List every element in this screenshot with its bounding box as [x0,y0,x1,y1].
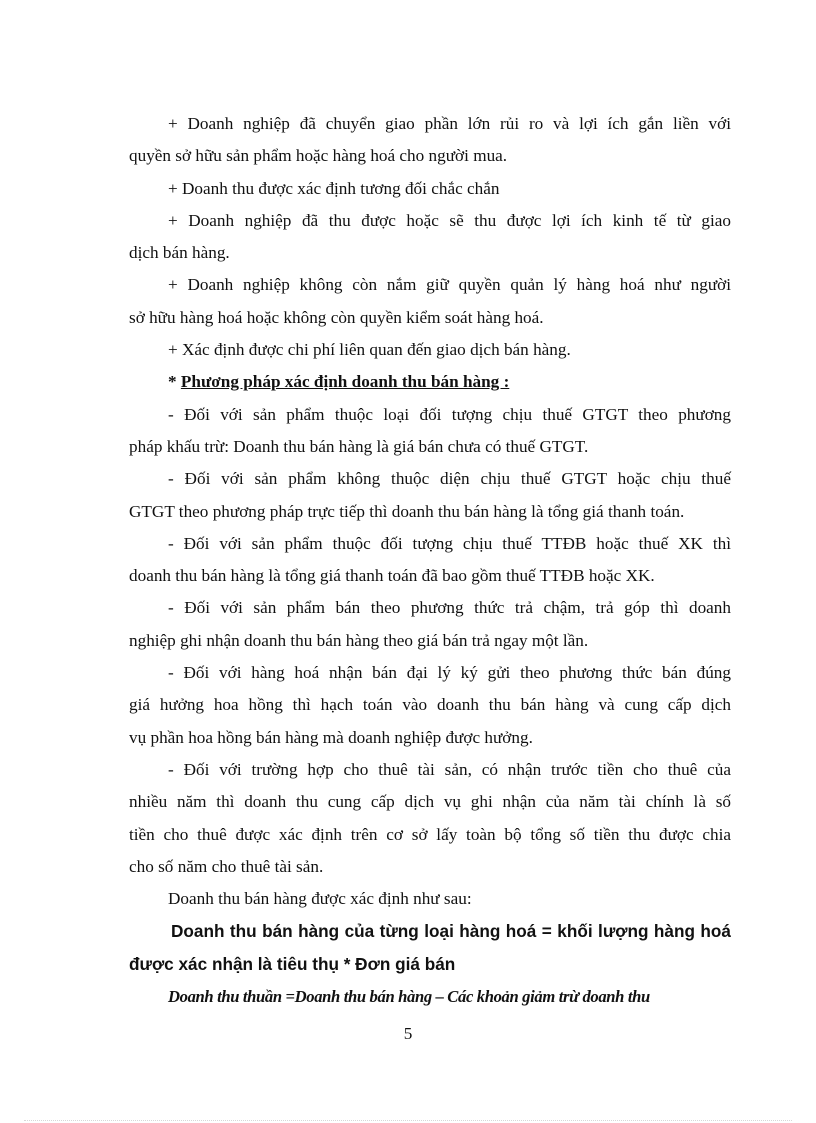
paragraph-cond-revenue-certain [129,173,731,205]
paragraph-cond-economic-benefit [129,205,731,270]
text-line: + Doanh nghiệp đã thu được hoặc sẽ thu được lợi ích kinh tế từ giao [168,210,731,230]
document-page [129,108,731,1014]
paragraph-method-leasing [129,754,731,883]
text-line: sở hữu hàng hoá hoặc không còn quyền kiểm soát hàng hoá. [129,307,544,327]
text-line: GTGT theo phương pháp trực tiếp thì doanh thu bán hàng là tổng giá thanh toán. [129,501,685,521]
heading-text: Phương pháp xác định doanh thu bán hàng : [180,372,510,392]
text-line: giá hưởng hoa hồng thì hạch toán vào doanh thu bán hàng và cung cấp dịch [129,695,731,715]
text-line: vụ phần hoa hồng bán hàng mà doanh nghiệp được hưởng. [129,727,533,747]
text-line: pháp khấu trừ: Doanh thu bán hàng là giá bán chưa có thuế GTGT. [129,436,589,456]
paragraph-method-special-tax [129,528,731,593]
text-line: - Đối với sản phẩm không thuộc diện chịu thuế GTGT hoặc chịu thuế [168,469,731,489]
heading-bullet: * [168,372,177,392]
revenue-formula [129,915,731,980]
text-line: dịch bán hàng. [129,243,230,263]
paragraph-method-agency [129,657,731,754]
formula-intro: Doanh thu bán hàng được xác định như sau: [168,889,472,909]
text-line: + Doanh nghiệp đã chuyển giao phần lớn rủi ro và lợi ích gắn liền với [168,114,731,133]
text-line: - Đối với sản phẩm thuộc loại đối tượng chịu thuế GTGT theo phương [168,404,731,424]
page-number: 5 [403,1024,413,1043]
text-line: - Đối với sản phẩm bán theo phương thức trả chậm, trả góp thì doanh [168,598,731,618]
section-heading [129,366,731,398]
paragraph-cond-transfer-risk [129,108,731,173]
revenue-conditions [129,108,731,366]
paragraph-method-vat-deduction [129,399,731,464]
text-line: cho số năm cho thuê tài sản. [129,856,324,876]
paragraph-cond-costs-determined [129,334,731,366]
text-line: quyền sở hữu sản phẩm hoặc hàng hoá cho người mua. [129,146,508,166]
text-line: doanh thu bán hàng là tổng giá thanh toán đã bao gồm thuế TTĐB hoặc XK. [129,566,655,586]
text-line: - Đối với trường hợp cho thuê tài sản, có nhận trước tiền cho thuê của [168,759,731,779]
revenue-formula-line-2: được xác nhận là tiêu thụ * Đơn giá bán [129,953,456,974]
revenue-formula-line-1: Doanh thu bán hàng của từng loại hàng hoá = khối lượng hàng hoá [171,921,731,942]
paragraph-cond-no-control [129,269,731,334]
paragraph-method-vat-direct [129,463,731,528]
text-line: nhiều năm thì doanh thu cung cấp dịch vụ ghi nhận của năm tài chính là số [129,792,731,812]
text-line: nghiệp ghi nhận doanh thu bán hàng theo giá bán trả ngay một lần. [129,630,589,650]
text-line: + Doanh thu được xác định tương đối chắc chắn [168,178,500,198]
text-line: tiền cho thuê được xác định trên cơ sở lấy toàn bộ tổng số tiền thu được chia [129,824,731,844]
paragraph-method-installment [129,592,731,657]
text-line: + Doanh nghiệp không còn nắm giữ quyền quản lý hàng hoá như người [168,275,731,295]
page-bottom-rule [24,1120,792,1121]
text-line: + Xác định được chi phí liên quan đến giao dịch bán hàng. [168,340,571,360]
revenue-methods [129,399,731,883]
text-line: - Đối với sản phẩm thuộc đối tượng chịu thuế TTĐB hoặc thuế XK thì [168,533,731,553]
text-line: - Đối với hàng hoá nhận bán đại lý ký gửi theo phương thức bán đúng [168,663,731,683]
net-revenue-formula: Doanh thu thuần =Doanh thu bán hàng – Các khoản giảm trừ doanh thu [168,987,650,1007]
